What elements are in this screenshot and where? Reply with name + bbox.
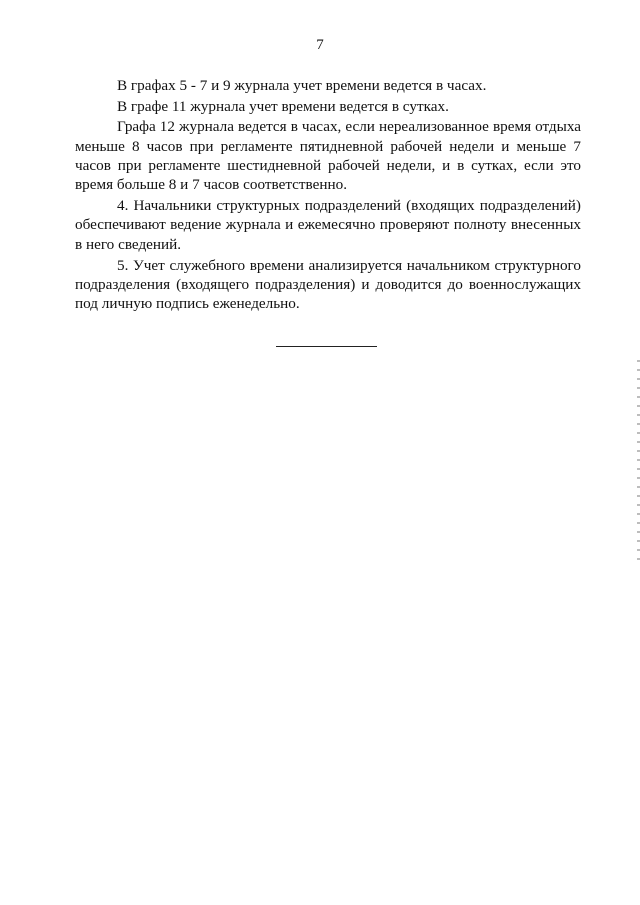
paragraph-item-5: 5. Учет служебного времени анализируется начальником структурного подразделения (входящего подразделения) и доводится до военнослужащих под личную подпись еженедельно. — [75, 256, 581, 313]
page-number: 7 — [316, 37, 324, 53]
paragraph-days-column: В графе 11 журнала учет времени ведется в сутках. — [117, 97, 449, 115]
paragraph-hours-columns: В графах 5 - 7 и 9 журнала учет времени ведется в часах. — [117, 77, 487, 94]
end-separator-line — [276, 346, 377, 347]
paragraph-column-12: Графа 12 журнала ведется в часах, если нереализованное время отдыха меньше 8 часов при регламенте пятидневной рабочей недели и меньше 7 часов при регламенте шестидневной рабочей недели, и в сутках, если это время больше 8 и 7 часов соответственно. — [75, 118, 581, 194]
paragraph-item-4: 4. Начальники структурных подразделений (входящих подразделений) обеспечивают ведение журнала и ежемесячно проверяют полноту внесенных в него сведений. — [75, 197, 581, 253]
document-body — [75, 76, 581, 313]
